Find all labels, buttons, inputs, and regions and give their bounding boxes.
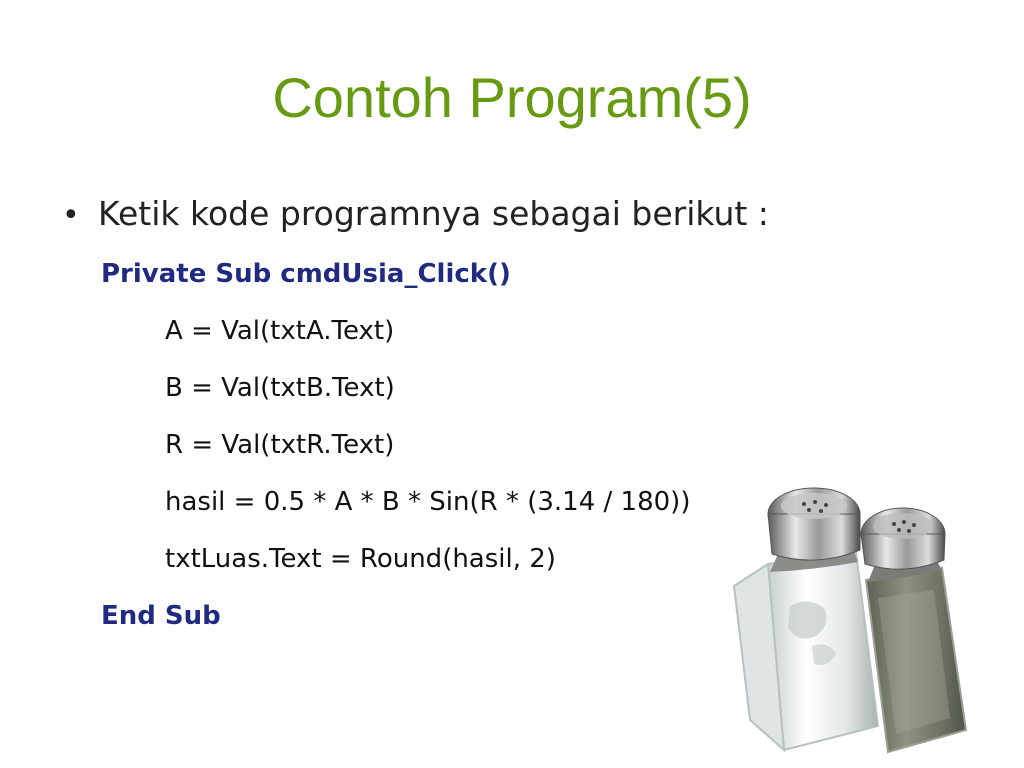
bullet-item	[62, 190, 769, 240]
salt-shaker	[734, 488, 878, 750]
code-line-3: R = Val(txtR.Text)	[165, 430, 395, 460]
code-line-1: A = Val(txtA.Text)	[165, 316, 395, 346]
salt-pepper-shakers-clipart	[728, 468, 978, 764]
bullet-text: Ketik kode programnya sebagai berikut :	[98, 194, 769, 233]
slide-title: Contoh Program(5)	[272, 66, 752, 129]
code-line-4: hasil = 0.5 * A * B * Sin(R * (3.14 / 180))	[165, 487, 691, 517]
code-line-5: txtLuas.Text = Round(hasil, 2)	[165, 544, 556, 574]
bullet-icon: •	[62, 198, 80, 233]
code-sub-start: Private Sub cmdUsia_Click()	[101, 259, 511, 289]
code-line-2: B = Val(txtB.Text)	[165, 373, 395, 403]
code-sub-end: End Sub	[101, 601, 221, 631]
